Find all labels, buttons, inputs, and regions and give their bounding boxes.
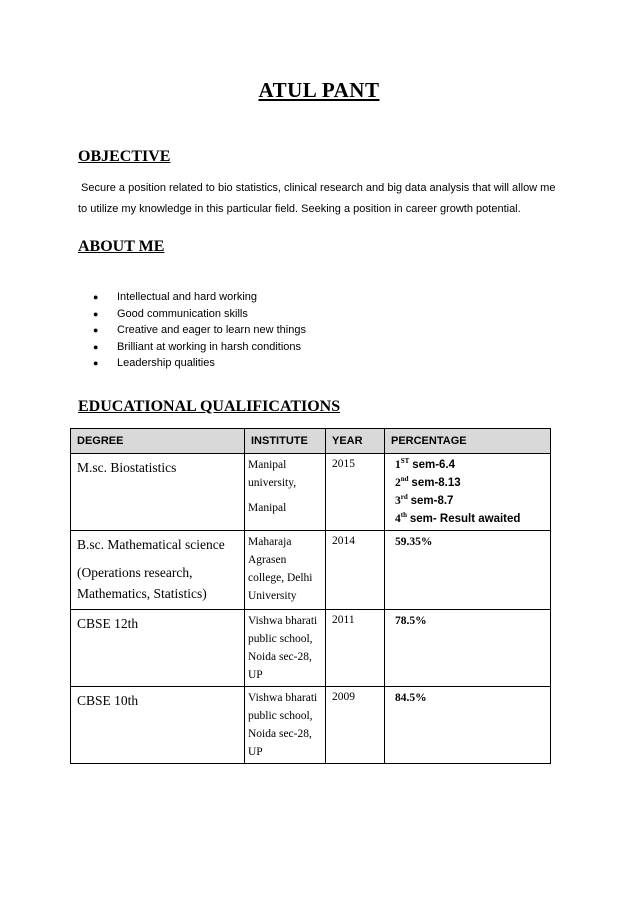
column-header-percentage: PERCENTAGE bbox=[385, 429, 551, 454]
institute-cell: Maharaja Agrasen college, Delhi University bbox=[245, 531, 326, 610]
percentage-cell: 84.5% bbox=[385, 687, 551, 764]
semester-line: 1ST sem-6.4 bbox=[395, 457, 456, 471]
education-table bbox=[70, 428, 551, 764]
percentage-cell bbox=[385, 454, 551, 531]
degree-cell: CBSE 12th bbox=[71, 610, 245, 687]
semester-line: 4th sem- Result awaited bbox=[395, 511, 521, 525]
table-row bbox=[71, 610, 551, 687]
candidate-name: ATUL PANT bbox=[258, 78, 380, 102]
percentage-cell: 78.5% bbox=[385, 610, 551, 687]
column-header-year: YEAR bbox=[326, 429, 385, 454]
list-item: ● Good communication skills bbox=[93, 306, 306, 323]
year-cell: 2011 bbox=[326, 610, 385, 687]
degree-cell: M.sc. Biostatistics bbox=[71, 454, 245, 531]
objective-text: Secure a position related to bio statistics, clinical research and big data analysis that will allow me to utilize my knowledge in this particular field. Seeking a position in career growth potential. bbox=[78, 182, 556, 215]
list-item: ● Brilliant at working in harsh conditions bbox=[93, 339, 306, 356]
about-me-list bbox=[93, 289, 306, 372]
list-item: ● Creative and eager to learn new things bbox=[93, 322, 306, 339]
bullet-icon: ● bbox=[93, 292, 99, 302]
objective-heading: OBJECTIVE bbox=[78, 148, 171, 165]
column-header-degree: DEGREE bbox=[71, 429, 245, 454]
list-item: ● Intellectual and hard working bbox=[93, 289, 306, 306]
degree-cell: CBSE 10th bbox=[71, 687, 245, 764]
bullet-icon: ● bbox=[93, 325, 99, 335]
semester-line: 2nd sem-8.13 bbox=[395, 475, 461, 489]
table-row bbox=[71, 687, 551, 764]
table-row bbox=[71, 454, 551, 531]
degree-cell: B.sc. Mathematical science (Operations research, Mathematics, Statistics) bbox=[71, 531, 245, 610]
bullet-icon: ● bbox=[93, 341, 99, 352]
education-heading: EDUCATIONAL QUALIFICATIONS bbox=[78, 398, 341, 415]
about-me-heading: ABOUT ME bbox=[78, 238, 165, 255]
table-header-row bbox=[71, 429, 551, 454]
bullet-icon: ● bbox=[93, 358, 99, 368]
year-cell: 2009 bbox=[326, 687, 385, 764]
list-item: ● Leadership qualities bbox=[93, 355, 306, 372]
year-cell: 2015 bbox=[326, 454, 385, 531]
year-cell: 2014 bbox=[326, 531, 385, 610]
column-header-institute: INSTITUTE bbox=[245, 429, 326, 454]
institute-cell: Manipal university, Manipal bbox=[245, 454, 326, 531]
semester-line: 3rd sem-8.7 bbox=[395, 493, 454, 507]
bullet-icon: ● bbox=[93, 308, 99, 319]
institute-cell: Vishwa bharati public school, Noida sec-28, UP bbox=[245, 687, 326, 764]
percentage-cell: 59.35% bbox=[385, 531, 551, 610]
table-row bbox=[71, 531, 551, 610]
institute-cell: Vishwa bharati public school, Noida sec-28, UP bbox=[245, 610, 326, 687]
